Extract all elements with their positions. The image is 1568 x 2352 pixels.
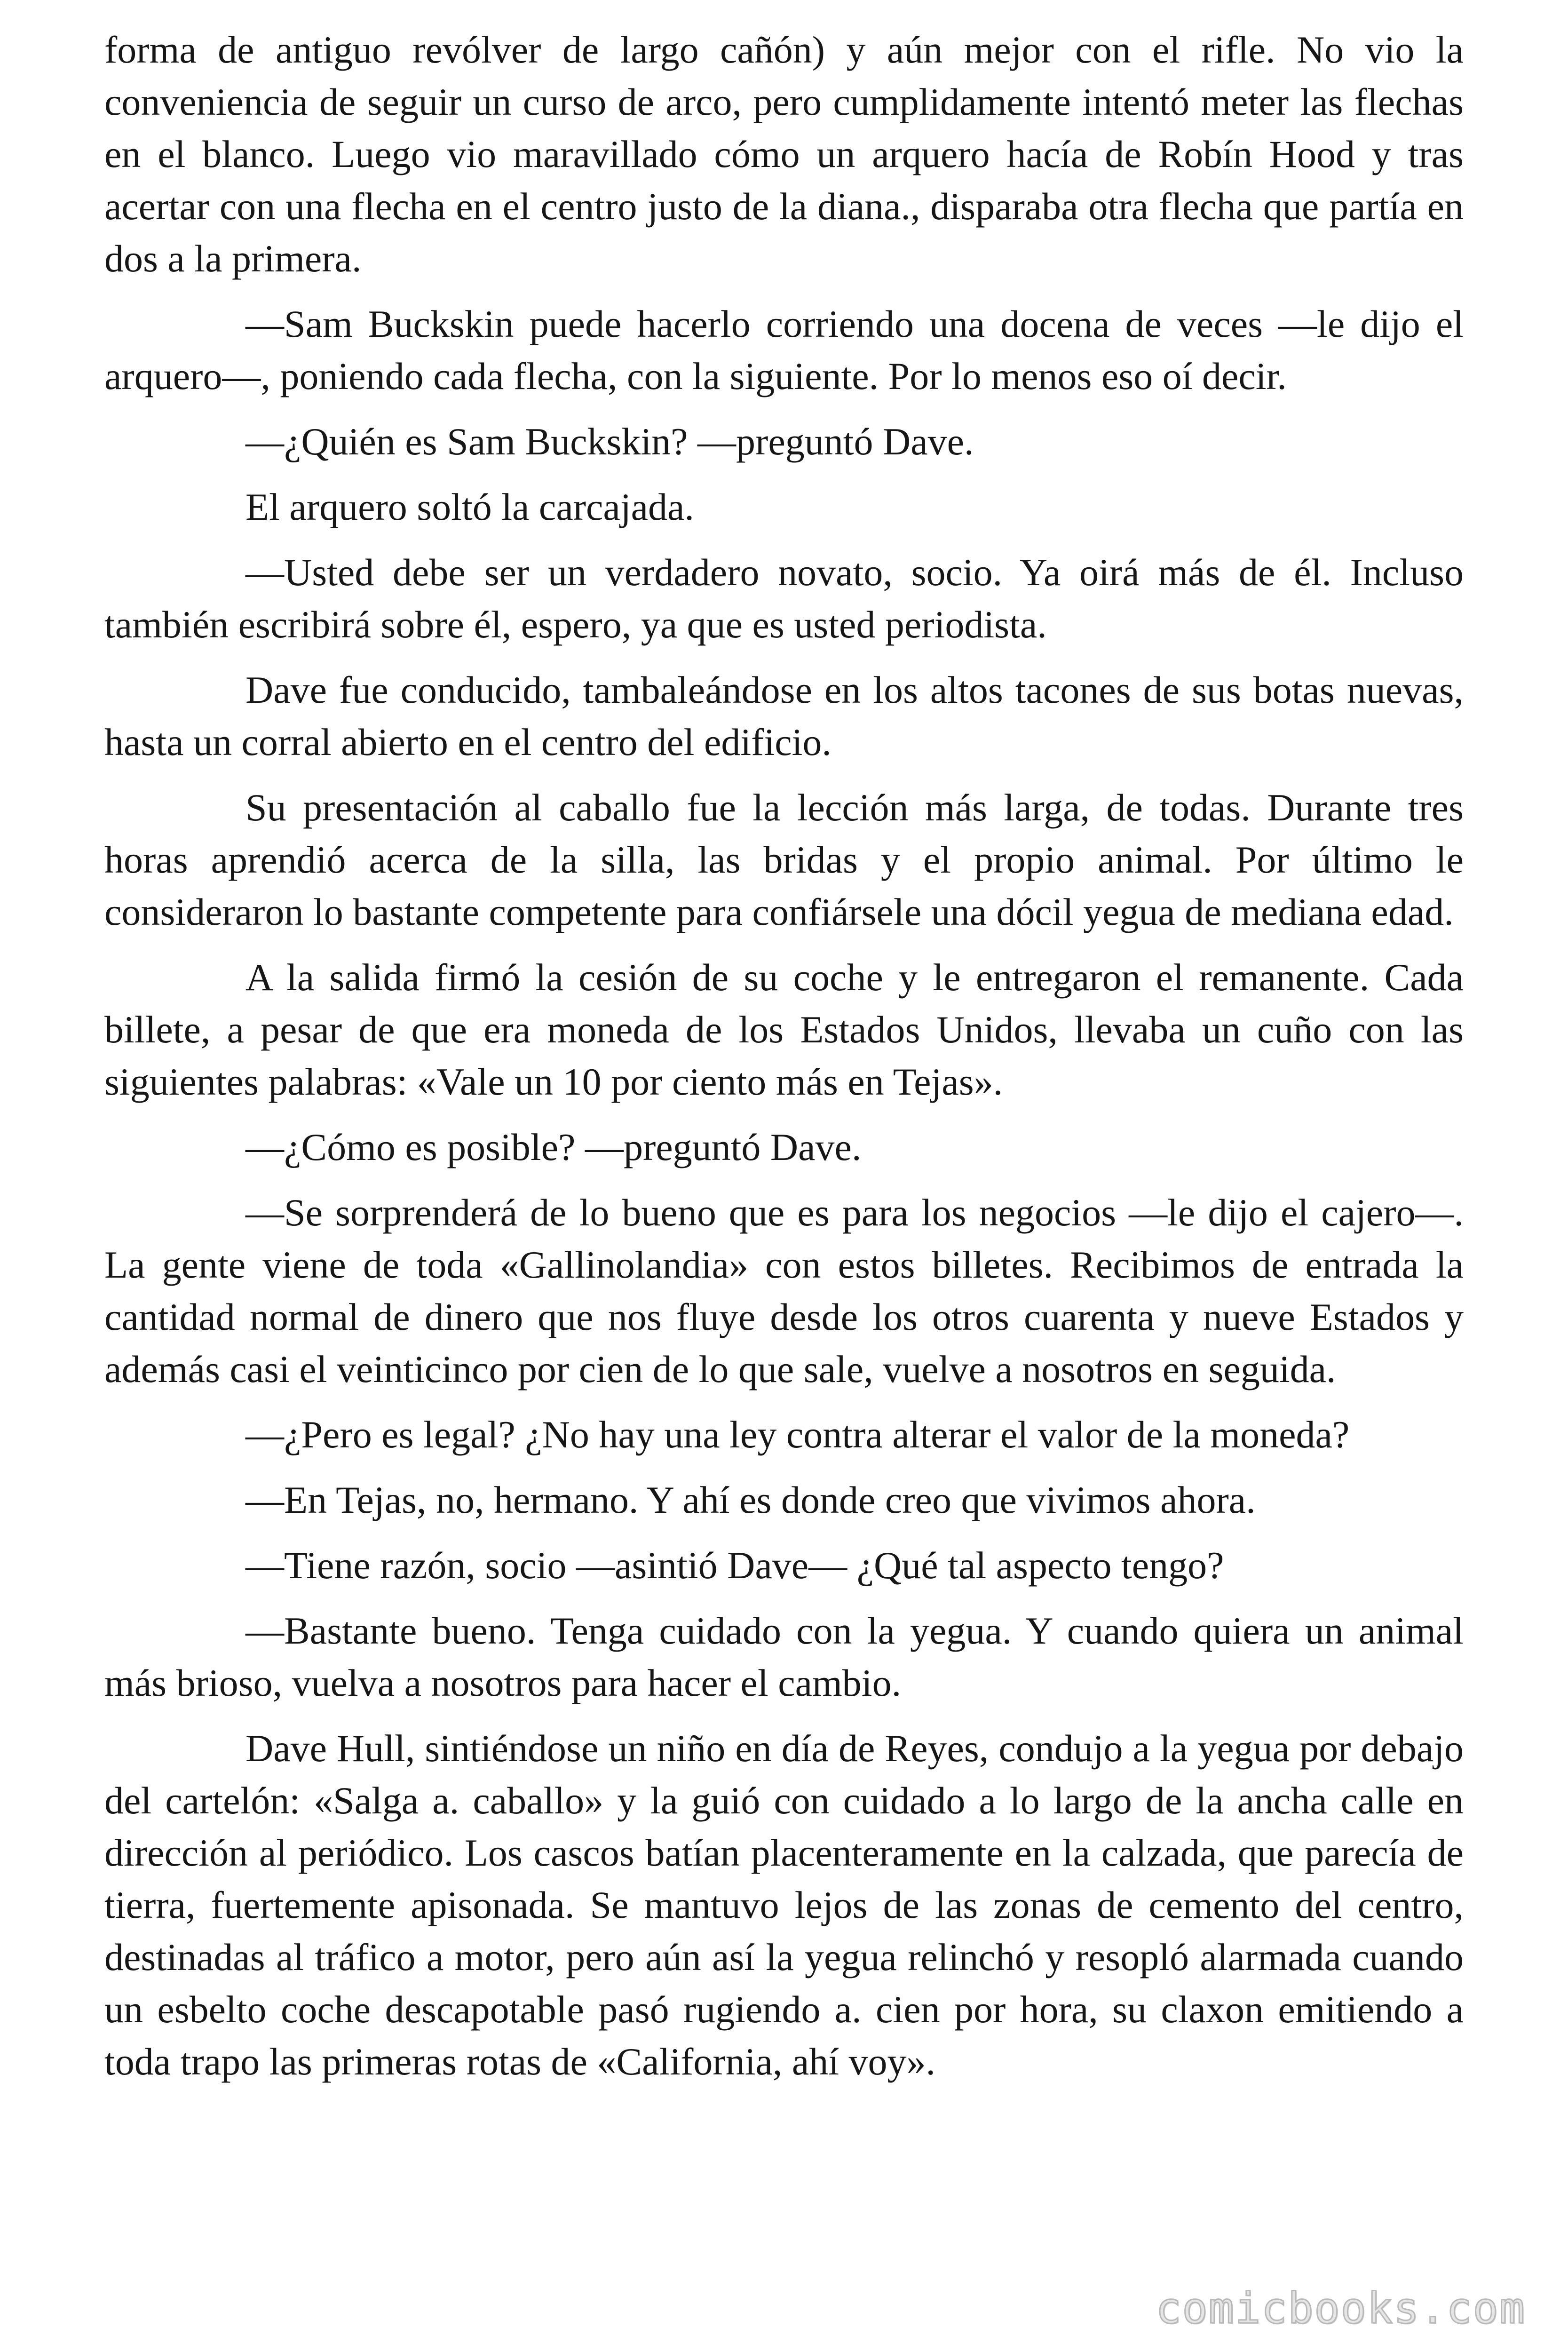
paragraph: Su presentación al caballo fue la lección más larga, de todas. Durante tres horas aprendió acerca de la silla, las bridas y el propio animal. Por último le consideraron lo bastante competente para confiársele una dócil yegua de mediana edad. bbox=[104, 786, 1464, 933]
paragraph: El arquero soltó la carcajada. bbox=[245, 485, 694, 528]
paragraph: —Tiene razón, socio —asintió Dave— ¿Qué tal aspecto tengo? bbox=[245, 1544, 1224, 1587]
paragraph: —¿Pero es legal? ¿No hay una ley contra alterar el valor de la moneda? bbox=[245, 1413, 1350, 1456]
paragraph: —¿Quién es Sam Buckskin? —preguntó Dave. bbox=[245, 420, 974, 463]
paragraph: Dave fue conducido, tambaleándose en los altos tacones de sus botas nuevas, hasta un corral abierto en el centro del edificio. bbox=[104, 668, 1464, 763]
paragraph: forma de antiguo revólver de largo cañón) y aún mejor con el rifle. No vio la conveniencia de seguir un curso de arco, pero cumplidamente intentó meter las flechas en el blanco. Luego vio maravillado cómo un arquero hacía de Robín Hood y tras acertar con una flecha en el centro justo de la diana., disparaba otra flecha que partía en dos a la primera. bbox=[104, 28, 1464, 280]
paragraph: —Usted debe ser un verdadero novato, socio. Ya oirá más de él. Incluso también escribirá sobre él, espero, ya que es usted periodista. bbox=[104, 551, 1464, 646]
paragraph: Dave Hull, sintiéndose un niño en día de Reyes, condujo a la yegua por debajo del cartelón: «Salga a. caballo» y la guió con cuidado a lo largo de la ancha calle en dirección al periódico. Los cascos batían placenteramente en la calzada, que parecía de tierra, fuertemente apisonada. Se mantuvo lejos de las zonas de cemento del centro, destinadas al tráfico a motor, pero aún así la yegua relinchó y resopló alarmada cuando un esbelto coche descapotable pasó rugiendo a. cien por hora, su claxon emitiendo a toda trapo las primeras rotas de «California, ahí voy». bbox=[104, 1727, 1464, 2083]
paragraph: A la salida firmó la cesión de su coche y le entregaron el remanente. Cada billete, a pesar de que era moneda de los Estados Unidos, llevaba un cuño con las siguientes palabras: «Vale un 10 por ciento más en Tejas». bbox=[104, 956, 1464, 1103]
paragraph: —Bastante bueno. Tenga cuidado con la yegua. Y cuando quiera un animal más brioso, vuelva a nosotros para hacer el cambio. bbox=[104, 1609, 1464, 1704]
book-page bbox=[104, 0, 1464, 2352]
watermark: comicbooks.com bbox=[1156, 2284, 1526, 2333]
body-text bbox=[104, 24, 1464, 2101]
paragraph: —En Tejas, no, hermano. Y ahí es donde creo que vivimos ahora. bbox=[245, 1478, 1256, 1521]
paragraph: —¿Cómo es posible? —preguntó Dave. bbox=[245, 1126, 862, 1168]
paragraph: —Se sorprenderá de lo bueno que es para los negocios —le dijo el cajero—. La gente viene de toda «Gallinolandia» con estos billetes. Recibimos de entrada la cantidad normal de dinero que nos fluye desde los otros cuarenta y nueve Estados y además casi el veinticinco por cien de lo que sale, vuelve a nosotros en seguida. bbox=[104, 1191, 1464, 1391]
paragraph: —Sam Buckskin puede hacerlo corriendo una docena de veces —le dijo el arquero—, poniendo cada flecha, con la siguiente. Por lo menos eso oí decir. bbox=[104, 302, 1464, 397]
